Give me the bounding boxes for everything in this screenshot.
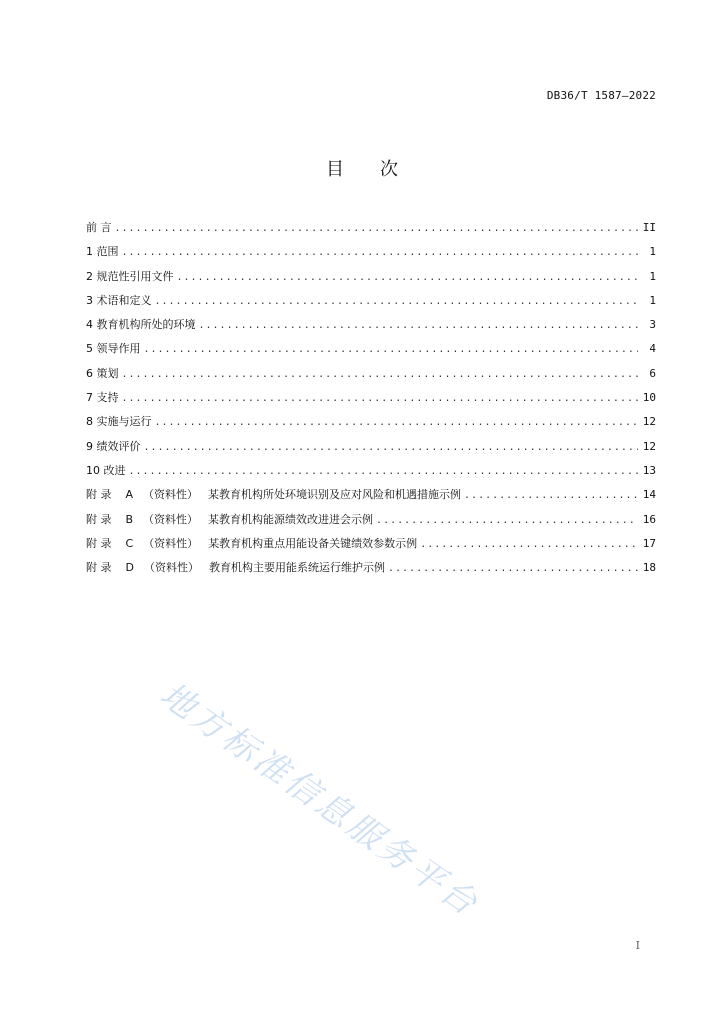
toc-entry-performance-evaluation[interactable] bbox=[86, 438, 656, 462]
toc-leader-dots bbox=[115, 220, 639, 238]
toc-entry-page: 1 bbox=[649, 245, 656, 259]
toc-entry-scope[interactable] bbox=[86, 243, 656, 267]
toc-leader-dots bbox=[122, 244, 639, 262]
toc-entry-leadership[interactable] bbox=[86, 340, 656, 364]
toc-entry-page: 17 bbox=[642, 536, 656, 550]
toc-title: 目次 bbox=[326, 159, 434, 180]
toc-entry-page: 1 bbox=[649, 269, 656, 283]
toc-entry-page: 6 bbox=[649, 366, 656, 380]
annex-label bbox=[86, 511, 376, 529]
annex-title: 教育机构主要用能系统运行维护示例 bbox=[208, 561, 385, 575]
toc-entry-label: 7 支持 bbox=[86, 391, 119, 405]
toc-leader-dots bbox=[464, 487, 638, 505]
toc-entry-label: 2 规范性引用文件 bbox=[86, 269, 174, 283]
toc-entry-page: 18 bbox=[642, 561, 656, 575]
toc-entry-page: 10 bbox=[642, 391, 656, 405]
toc-entry-label: 3 术语和定义 bbox=[86, 293, 152, 307]
toc-leader-dots bbox=[199, 317, 639, 335]
toc-entry-label: 8 实施与运行 bbox=[86, 415, 152, 429]
toc-leader-dots bbox=[144, 341, 639, 359]
table-of-contents bbox=[86, 219, 656, 583]
toc-entry-label: 1 范围 bbox=[86, 245, 119, 259]
toc-entry-annex-b[interactable] bbox=[86, 511, 656, 535]
toc-leader-dots bbox=[144, 439, 639, 457]
annex-type: （资料性） bbox=[143, 512, 199, 526]
annex-title: 某教育机构重点用能设备关键绩效参数示例 bbox=[208, 536, 418, 550]
toc-leader-dots bbox=[177, 269, 639, 287]
annex-type: （资料性） bbox=[143, 536, 199, 550]
annex-prefix: 附 录 bbox=[86, 536, 112, 550]
toc-entry-page: II bbox=[642, 221, 656, 234]
toc-leader-dots bbox=[155, 414, 639, 432]
toc-leader-dots bbox=[155, 293, 639, 311]
annex-label bbox=[86, 535, 420, 553]
toc-entry-label: 6 策划 bbox=[86, 366, 119, 380]
document-code: DB36/T 1587—2022 bbox=[546, 89, 656, 102]
toc-entry-page: 12 bbox=[642, 439, 656, 453]
toc-entry-page: 1 bbox=[649, 293, 656, 307]
toc-entry-label: 4 教育机构所处的环境 bbox=[86, 318, 196, 332]
toc-entry-page: 4 bbox=[649, 342, 656, 356]
annex-letter: A bbox=[125, 488, 134, 502]
toc-entry-context[interactable] bbox=[86, 316, 656, 340]
annex-title: 某教育机构所处环境识别及应对风险和机遇措施示例 bbox=[208, 488, 462, 502]
toc-entry-page: 16 bbox=[642, 512, 656, 526]
annex-letter: C bbox=[125, 536, 134, 550]
toc-entry-operation[interactable] bbox=[86, 413, 656, 437]
annex-letter: D bbox=[125, 561, 134, 575]
annex-type: （资料性） bbox=[143, 561, 199, 575]
toc-entry-label: 5 领导作用 bbox=[86, 342, 141, 356]
annex-prefix: 附 录 bbox=[86, 488, 112, 502]
toc-entry-annex-d[interactable] bbox=[86, 559, 656, 583]
toc-entry-label: 10 改进 bbox=[86, 463, 126, 477]
annex-title: 某教育机构能源绩效改进进会示例 bbox=[208, 512, 374, 526]
toc-entry-annex-a[interactable] bbox=[86, 486, 656, 510]
annex-label bbox=[86, 559, 388, 577]
toc-leader-dots bbox=[376, 512, 638, 530]
toc-entry-annex-c[interactable] bbox=[86, 535, 656, 559]
toc-entry-page: 13 bbox=[642, 463, 656, 477]
annex-label bbox=[86, 486, 464, 504]
toc-entry-page: 14 bbox=[642, 488, 656, 502]
annex-prefix: 附 录 bbox=[86, 512, 112, 526]
toc-entry-support[interactable] bbox=[86, 389, 656, 413]
annex-type: （资料性） bbox=[143, 488, 199, 502]
toc-entry-page: 3 bbox=[649, 318, 656, 332]
toc-leader-dots bbox=[388, 560, 638, 578]
toc-entry-improvement[interactable] bbox=[86, 462, 656, 486]
watermark-text: 地方标准信息服务平台 bbox=[152, 674, 487, 926]
toc-leader-dots bbox=[122, 390, 639, 408]
toc-entry-label: 9 绩效评价 bbox=[86, 439, 141, 453]
toc-leader-dots bbox=[122, 366, 639, 384]
toc-entry-label: 前 言 bbox=[86, 221, 112, 234]
toc-leader-dots bbox=[420, 536, 638, 554]
toc-entry-foreword[interactable] bbox=[86, 219, 656, 243]
toc-entry-normative-references[interactable] bbox=[86, 268, 656, 292]
toc-entry-page: 12 bbox=[642, 415, 656, 429]
toc-entry-terms[interactable] bbox=[86, 292, 656, 316]
footer-page-number: I bbox=[635, 939, 640, 952]
annex-letter: B bbox=[125, 512, 134, 526]
annex-prefix: 附 录 bbox=[86, 561, 112, 575]
toc-leader-dots bbox=[129, 463, 639, 481]
toc-entry-planning[interactable] bbox=[86, 365, 656, 389]
